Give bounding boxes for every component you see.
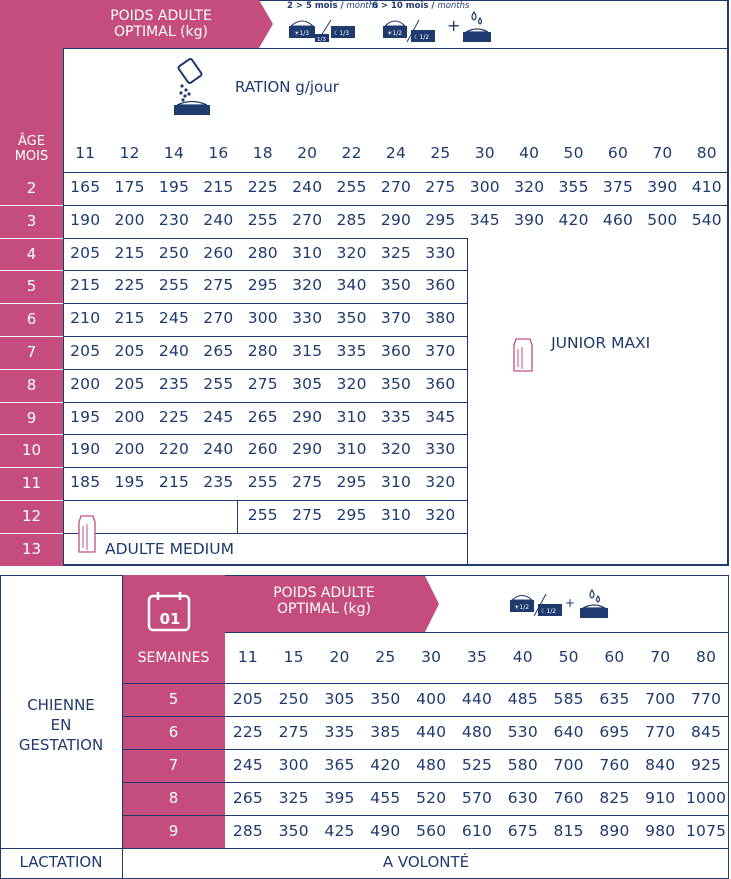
ration-cell: 320 — [336, 243, 367, 262]
ration-cell: 285 — [336, 210, 367, 229]
period-1-text: 2 > 5 mois — [287, 1, 338, 11]
gestation-ration-cell: 910 — [645, 789, 676, 807]
gestation-weight-cell: 70 — [650, 648, 671, 666]
ration-cell: 165 — [70, 178, 101, 196]
gestation-ration-cell: 245 — [232, 756, 263, 774]
gestation-ration-cell: 610 — [461, 822, 493, 840]
gestation-ration-cell: 490 — [370, 822, 401, 840]
period-1-label: 2 > 5 mois / months — [287, 1, 379, 11]
gestation-ration-cell: 385 — [370, 723, 401, 741]
ration-cell: 190 — [70, 440, 101, 459]
ration-label: RATION g/jour — [235, 78, 339, 96]
svg-text:☾1/3: ☾1/3 — [334, 30, 350, 37]
weight-header-cell: 16 — [208, 144, 229, 162]
ration-cell: 540 — [691, 210, 722, 229]
age-cell: 4 — [26, 244, 37, 263]
age-separator — [0, 533, 63, 534]
gestation-ration-cell: 580 — [507, 756, 538, 774]
ration-cell: 335 — [380, 407, 412, 426]
gestation-ration-cell: 480 — [461, 723, 493, 741]
ration-cell: 370 — [380, 309, 412, 328]
gestation-weight-cell: 50 — [558, 648, 579, 666]
ration-cell: 250 — [158, 243, 190, 262]
age-separator — [0, 434, 63, 435]
ration-cell: 205 — [70, 243, 101, 262]
svg-text:☀1/2: ☀1/2 — [514, 604, 530, 611]
gestation-ration-cell: 440 — [461, 690, 493, 708]
ration-cell: 225 — [114, 276, 145, 295]
ration-cell: 300 — [469, 178, 500, 196]
ration-cell: 420 — [558, 210, 589, 229]
gestation-ration-cell: 425 — [324, 822, 355, 840]
age-separator — [0, 238, 63, 239]
junior-maxi-product — [510, 333, 651, 375]
gestation-weight-cell: 25 — [375, 648, 396, 666]
gestation-ration-cell: 700 — [553, 756, 584, 774]
gestation-ration-cell: 630 — [507, 789, 538, 807]
ration-cell: 235 — [158, 374, 190, 393]
ration-cell: 215 — [70, 276, 101, 295]
weight-header-cell: 30 — [474, 144, 495, 162]
ration-cell: 255 — [247, 506, 278, 524]
weight-header-cell: 70 — [652, 144, 673, 162]
week-cell: 7 — [168, 756, 179, 774]
ration-cell: 275 — [292, 473, 323, 492]
ration-cell: 240 — [203, 440, 234, 459]
weight-header-cell: 50 — [563, 144, 584, 162]
ration-cell: 275 — [247, 374, 278, 393]
water-bowl-icon — [460, 8, 494, 46]
ration-cell: 260 — [203, 243, 234, 262]
gestation-ration-cell: 350 — [278, 822, 309, 840]
ration-cell: 205 — [70, 342, 101, 360]
ration-cell: 390 — [647, 178, 678, 196]
gestation-weight-label — [225, 585, 423, 617]
gestation-ration-cell: 980 — [645, 822, 676, 840]
gestation-ration-cell: 770 — [690, 690, 722, 708]
gestation-ration-cell: 485 — [507, 690, 538, 708]
gestation-weight-row — [225, 633, 729, 683]
age-cell: 13 — [21, 539, 42, 558]
weight-header-cell: 22 — [341, 144, 362, 162]
svg-text:☾1/2: ☾1/2 — [414, 34, 430, 41]
weight-header-cell: 40 — [519, 144, 540, 162]
ration-cell: 255 — [158, 276, 190, 295]
plus-sign: + — [447, 16, 461, 35]
weight-header-cell: 24 — [385, 144, 407, 162]
food-bag-icon-adult — [76, 512, 98, 556]
gestation-weight-cell: 35 — [466, 648, 488, 666]
ration-cell: 240 — [292, 178, 323, 196]
gestation-ration-cell: 570 — [461, 789, 493, 807]
age-cell: 10 — [21, 441, 42, 460]
row-border — [63, 270, 467, 271]
ration-cell: 325 — [380, 243, 412, 262]
gestation-weight-cell: 80 — [696, 648, 717, 666]
age-cell: 7 — [26, 343, 37, 361]
svg-text:1/3: 1/3 — [317, 37, 326, 43]
ration-cell: 200 — [114, 210, 145, 229]
ration-cell: 305 — [292, 374, 323, 393]
ration-cell: 265 — [247, 407, 278, 426]
ration-cell: 345 — [425, 407, 456, 426]
ration-cell: 410 — [691, 178, 722, 196]
ration-cell: 195 — [70, 407, 101, 426]
gestation-weight-cell: 11 — [237, 648, 258, 666]
ration-cell: 320 — [336, 374, 367, 393]
ration-cell: 275 — [425, 178, 456, 196]
gestation-ration-cell: 365 — [324, 756, 355, 774]
gestation-label-line2: EN — [50, 716, 72, 734]
gestation-ration-cell: 525 — [461, 756, 493, 774]
age-header-line2: MOIS — [14, 149, 49, 164]
junior-maxi-label: JUNIOR MAXI — [551, 333, 651, 352]
gestation-ration-cell: 440 — [416, 723, 447, 741]
age-cell: 9 — [26, 408, 37, 427]
ration-cell: 210 — [70, 309, 101, 328]
gestation-ration-cell: 700 — [645, 690, 676, 708]
row-border — [63, 172, 729, 173]
ration-cell: 275 — [292, 506, 323, 524]
ration-cell: 310 — [380, 473, 412, 492]
ration-cell: 350 — [380, 276, 412, 295]
gestation-ration-cell: 265 — [232, 789, 263, 807]
gestation-ration-cell: 840 — [645, 756, 676, 774]
ration-cell: 320 — [514, 178, 545, 196]
gestation-ration-cell: 250 — [278, 690, 309, 708]
ration-cell: 230 — [158, 210, 190, 229]
ration-cell: 215 — [203, 178, 234, 196]
period-2-label: 6 > 10 mois / months — [372, 1, 470, 11]
weight-header-row — [63, 138, 729, 168]
period-2-text: 6 > 10 mois — [372, 1, 429, 11]
age-cell: 6 — [26, 310, 37, 329]
gestation-ration-cell: 635 — [599, 690, 630, 708]
weight-header-label — [63, 8, 259, 40]
adult-medium-label: ADULTE MEDIUM — [105, 540, 234, 558]
gestation-ration-cell: 335 — [324, 723, 355, 741]
row-border — [63, 205, 729, 206]
ration-cell: 330 — [292, 309, 323, 328]
ration-cell: 310 — [292, 243, 323, 262]
ration-cell: 295 — [336, 506, 367, 524]
gestation-ration-cell: 1075 — [685, 822, 727, 840]
lactation-label: LACTATION — [19, 853, 103, 871]
ration-cell: 290 — [292, 407, 323, 426]
gestation-plus: + — [565, 596, 576, 610]
age-separator — [0, 205, 63, 206]
gestation-ration-cell: 420 — [370, 756, 401, 774]
gestation-ration-cell: 305 — [324, 690, 355, 708]
gestation-label-line3: GESTATION — [18, 736, 104, 754]
ration-cell: 315 — [292, 342, 323, 360]
ration-cell: 350 — [336, 309, 367, 328]
gestation-ration-cell: 520 — [416, 789, 447, 807]
ration-cell: 240 — [158, 342, 190, 360]
ration-cell: 200 — [114, 407, 145, 426]
age-header-line1: ÂGE — [18, 134, 45, 149]
ration-cell: 225 — [158, 407, 190, 426]
ration-cell: 240 — [203, 210, 234, 229]
ration-cell: 215 — [114, 243, 145, 262]
ration-cell: 330 — [425, 440, 456, 459]
weight-header-cell: 12 — [119, 144, 140, 162]
ration-cell: 370 — [425, 342, 456, 360]
gestation-ration-cell: 325 — [278, 789, 309, 807]
age-separator — [0, 336, 63, 337]
gestation-ration-cell: 760 — [599, 756, 630, 774]
weight-header-line2: OPTIMAL (kg) — [114, 24, 208, 40]
age-separator — [0, 402, 63, 403]
age-separator — [0, 500, 63, 501]
ration-cell: 255 — [203, 374, 234, 393]
ration-cell: 460 — [602, 210, 634, 229]
gestation-ration-cell: 300 — [278, 756, 309, 774]
gestation-ration-cell: 695 — [599, 723, 630, 741]
junior-region-border — [467, 238, 468, 566]
ration-cell: 245 — [158, 309, 190, 328]
weight-header-cell: 25 — [430, 144, 451, 162]
svg-text:☀1/3: ☀1/3 — [294, 30, 310, 37]
row-border — [63, 369, 467, 370]
ration-cell: 200 — [70, 374, 101, 393]
age-separator — [0, 369, 63, 370]
header-divider — [63, 48, 729, 49]
ration-cell: 360 — [380, 342, 412, 360]
age-header — [0, 134, 63, 164]
ration-cell: 380 — [425, 309, 456, 328]
ration-cell: 310 — [380, 506, 412, 524]
svg-text:☀1/2: ☀1/2 — [387, 30, 403, 37]
age-separator — [0, 467, 63, 468]
gestation-weight-line2: OPTIMAL (kg) — [277, 601, 371, 617]
adult-region-border — [237, 500, 238, 533]
meal-split-icon-thirds — [287, 16, 357, 44]
ration-cell: 190 — [70, 210, 101, 229]
gestation-weight-cell: 15 — [283, 648, 304, 666]
row-border — [63, 434, 467, 435]
ration-cell: 335 — [336, 342, 367, 360]
week-cell: 8 — [168, 789, 179, 807]
weight-header-cell: 18 — [252, 144, 273, 162]
gestation-weight-cell: 30 — [421, 648, 442, 666]
ration-cell: 215 — [158, 473, 190, 492]
gestation-weight-cell: 20 — [329, 648, 350, 666]
food-bag-icon — [510, 335, 536, 375]
ration-cell: 350 — [380, 374, 412, 393]
ration-cell: 280 — [247, 342, 278, 360]
ration-cell: 345 — [469, 210, 500, 229]
row-border — [63, 238, 467, 239]
ration-cell: 500 — [647, 210, 678, 229]
ration-cell: 205 — [114, 374, 145, 393]
period-2-sub: months — [437, 1, 470, 11]
ration-cell: 360 — [425, 374, 456, 393]
row-border — [63, 402, 467, 403]
ration-cell: 280 — [247, 243, 278, 262]
age-cell: 11 — [21, 474, 42, 493]
ration-cell: 255 — [247, 473, 278, 492]
row-border — [63, 467, 467, 468]
ration-cell: 235 — [203, 473, 234, 492]
gestation-ration-cell: 825 — [599, 789, 630, 807]
calendar-number: 01 — [159, 610, 181, 628]
week-cell: 9 — [168, 822, 179, 840]
row-border — [63, 500, 467, 501]
ration-cell: 290 — [380, 210, 412, 229]
ration-cell: 310 — [336, 407, 367, 426]
gestation-label — [0, 695, 122, 755]
ration-cell: 390 — [514, 210, 545, 229]
gestation-weight-cell: 60 — [604, 648, 625, 666]
gestation-ration-cell: 815 — [553, 822, 584, 840]
age-separator — [0, 303, 63, 304]
ration-cell: 355 — [558, 178, 589, 196]
week-cell: 5 — [168, 690, 179, 708]
ration-cell: 195 — [158, 178, 190, 196]
meal-split-icon-halves — [381, 16, 437, 44]
gestation-ration-cell: 205 — [232, 690, 263, 708]
ration-cell: 360 — [425, 276, 456, 295]
gestation-ration-cell: 760 — [553, 789, 584, 807]
water-bowl-icon-gestation — [576, 588, 612, 622]
ration-cell: 255 — [247, 210, 278, 229]
row-border — [63, 336, 467, 337]
gestation-ration-cell: 640 — [553, 723, 584, 741]
age-cell: 2 — [26, 179, 37, 197]
ration-cell: 245 — [203, 407, 234, 426]
gestation-ration-cell: 285 — [232, 822, 263, 840]
gestation-ration-cell: 925 — [690, 756, 722, 774]
gestation-ration-cell: 225 — [232, 723, 263, 741]
period-1-sub: months — [346, 1, 379, 11]
ration-cell: 310 — [336, 440, 367, 459]
ration-cell: 265 — [203, 342, 234, 360]
ration-cell: 185 — [70, 473, 101, 492]
row-border — [63, 303, 467, 304]
ration-cell: 375 — [602, 178, 634, 196]
ration-cell: 275 — [203, 276, 234, 295]
week-cell: 6 — [168, 723, 179, 741]
kibble-bowl-icon — [172, 58, 214, 118]
ration-cell: 320 — [425, 473, 456, 492]
weeks-label: SEMAINES — [137, 650, 210, 666]
gestation-ration-cell: 585 — [553, 690, 584, 708]
gestation-ration-cell: 395 — [324, 789, 355, 807]
ration-cell: 320 — [292, 276, 323, 295]
weight-header-cell: 80 — [696, 144, 717, 162]
gestation-ration-cell: 455 — [370, 789, 401, 807]
ration-cell: 220 — [158, 440, 190, 459]
svg-text:☾1/2: ☾1/2 — [541, 608, 557, 615]
gestation-ration-cell: 530 — [507, 723, 538, 741]
lactation-value: A VOLONTÉ — [382, 853, 470, 871]
age-cell: 12 — [21, 507, 42, 525]
weight-header-cell: 60 — [607, 144, 629, 162]
ration-cell: 320 — [425, 506, 456, 524]
age-cell: 3 — [26, 211, 37, 230]
gestation-weight-line1: POIDS ADULTE — [273, 585, 375, 601]
ration-cell: 175 — [114, 178, 145, 196]
ration-cell: 215 — [114, 309, 145, 328]
gestation-ration-cell: 480 — [416, 756, 447, 774]
gestation-ration-cell: 770 — [645, 723, 676, 741]
ration-cell: 300 — [247, 309, 278, 328]
gestation-ration-cell: 560 — [416, 822, 447, 840]
ration-cell: 295 — [425, 210, 456, 229]
ration-cell: 200 — [114, 440, 145, 459]
gestation-weight-cell: 40 — [512, 648, 533, 666]
gestation-label-line1: CHIENNE — [27, 696, 95, 714]
gestation-ration-cell: 400 — [416, 690, 447, 708]
weight-header-cell: 11 — [75, 144, 96, 162]
ration-cell: 295 — [247, 276, 278, 295]
adult-region-bottom — [237, 533, 467, 534]
gestation-ration-cell: 1000 — [685, 789, 727, 807]
ration-cell: 330 — [425, 243, 456, 262]
weight-header-cell: 20 — [297, 144, 318, 162]
ration-cell: 290 — [292, 440, 323, 459]
gestation-ration-cell: 275 — [278, 723, 309, 741]
gestation-ration-cell: 675 — [507, 822, 538, 840]
lactation-divider — [0, 848, 729, 849]
ration-cell: 270 — [203, 309, 234, 328]
weight-header-line1: POIDS ADULTE — [110, 8, 212, 24]
weight-header-cell: 14 — [163, 144, 185, 162]
ration-cell: 260 — [247, 440, 278, 459]
ration-cell: 195 — [114, 473, 145, 492]
gestation-ration-cell: 350 — [370, 690, 401, 708]
ration-cell: 320 — [380, 440, 412, 459]
ration-cell: 270 — [292, 210, 323, 229]
ration-cell: 270 — [380, 178, 412, 196]
ration-cell: 225 — [247, 178, 278, 196]
age-cell: 8 — [26, 375, 37, 394]
age-cell: 5 — [26, 277, 37, 296]
ration-cell: 205 — [114, 342, 145, 360]
ration-cell: 295 — [336, 473, 367, 492]
meal-split-icon-gestation — [508, 592, 564, 620]
age-separator — [0, 270, 63, 271]
ration-cell: 255 — [336, 178, 367, 196]
gestation-ration-cell: 845 — [690, 723, 722, 741]
ration-cell: 340 — [336, 276, 367, 295]
gestation-ration-cell: 890 — [599, 822, 630, 840]
